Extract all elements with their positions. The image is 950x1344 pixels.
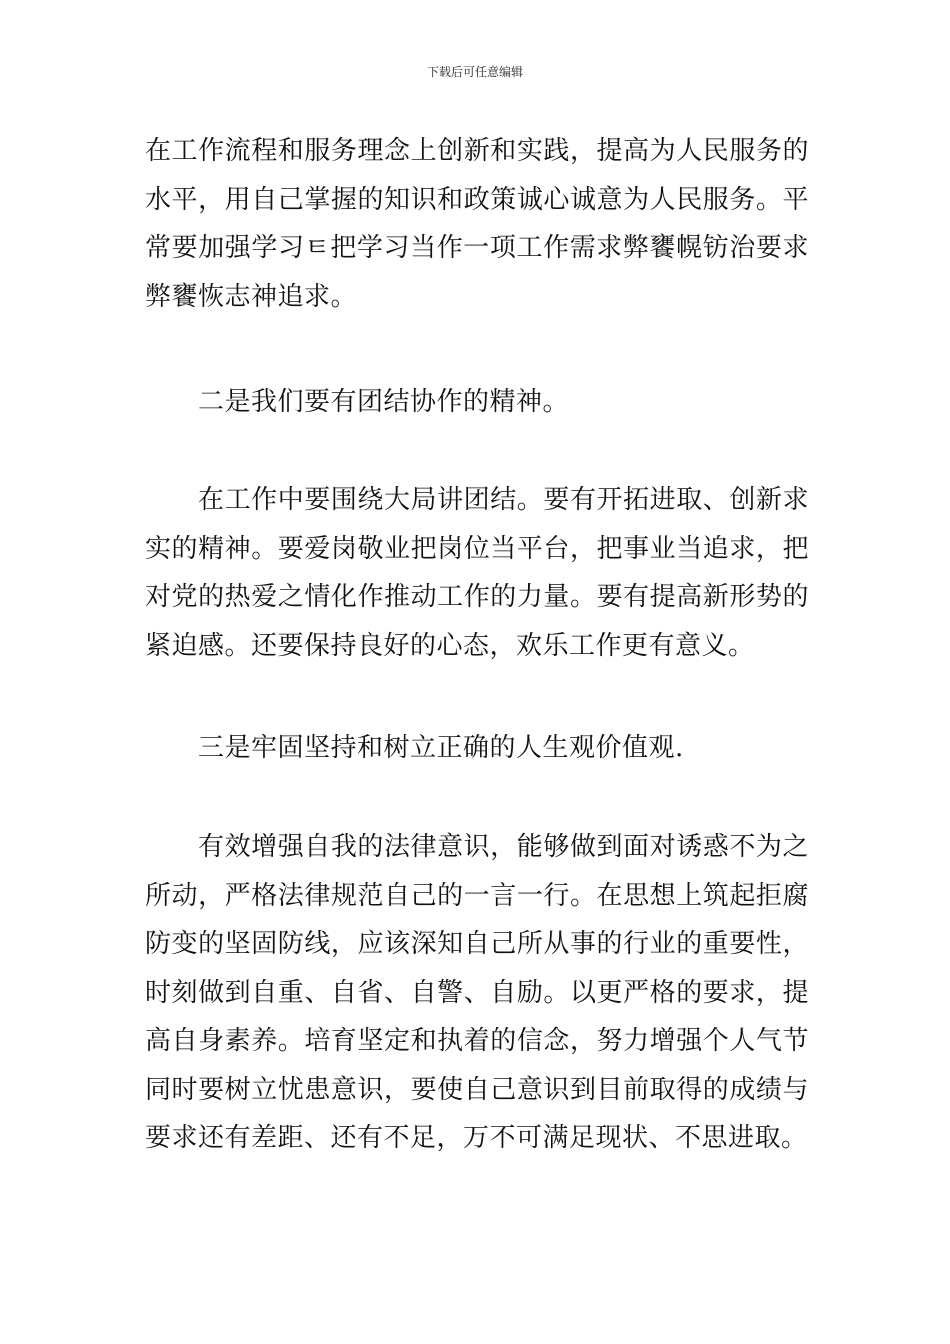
paragraph-4-heading: 三是牢固坚持和树立正确的人生观价值观. [198,733,684,763]
paragraph-1: 在工作流程和服务理念上创新和实践，提高为人民服务的水平，用自己掌握的知识和政策诚心诚意为人民服务。平常要加强学习ㅌ把学习当作一项工作需求弊饔幌钫治要求弊饔恢志神追求。 [145,136,809,312]
paragraph-3: 在工作中要围绕大局讲团结。要有开拓进取、创新求实的精神。要爱岗敬业把岗位当平台，把事业当追求，把对党的热爱之情化作推动工作的力量。要有提高新形势的紧迫感。还要保持良好的心态，欢乐工作更有意义。 [145,485,809,661]
paragraph-5: 有效增强自我的法律意识，能够做到面对诱惑不为之所动，严格法律规范自己的一言一行。在思想上筑起拒腐防变的坚固防线，应该深知自己所从事的行业的重要性，时刻做到自重、自省、自警、自励。以更严格的要求，提高自身素养。培育坚定和执着的信念，努力增强个人气节同时要树立忧患意识，要使自己意识到目前取得的成绩与要求还有差距、还有不足，万不可满足现状、不思进取。 [145,832,809,1153]
paragraph-2-heading: 二是我们要有团结协作的精神。 [198,387,570,417]
page-header: 下载后可任意编辑 [426,65,523,79]
